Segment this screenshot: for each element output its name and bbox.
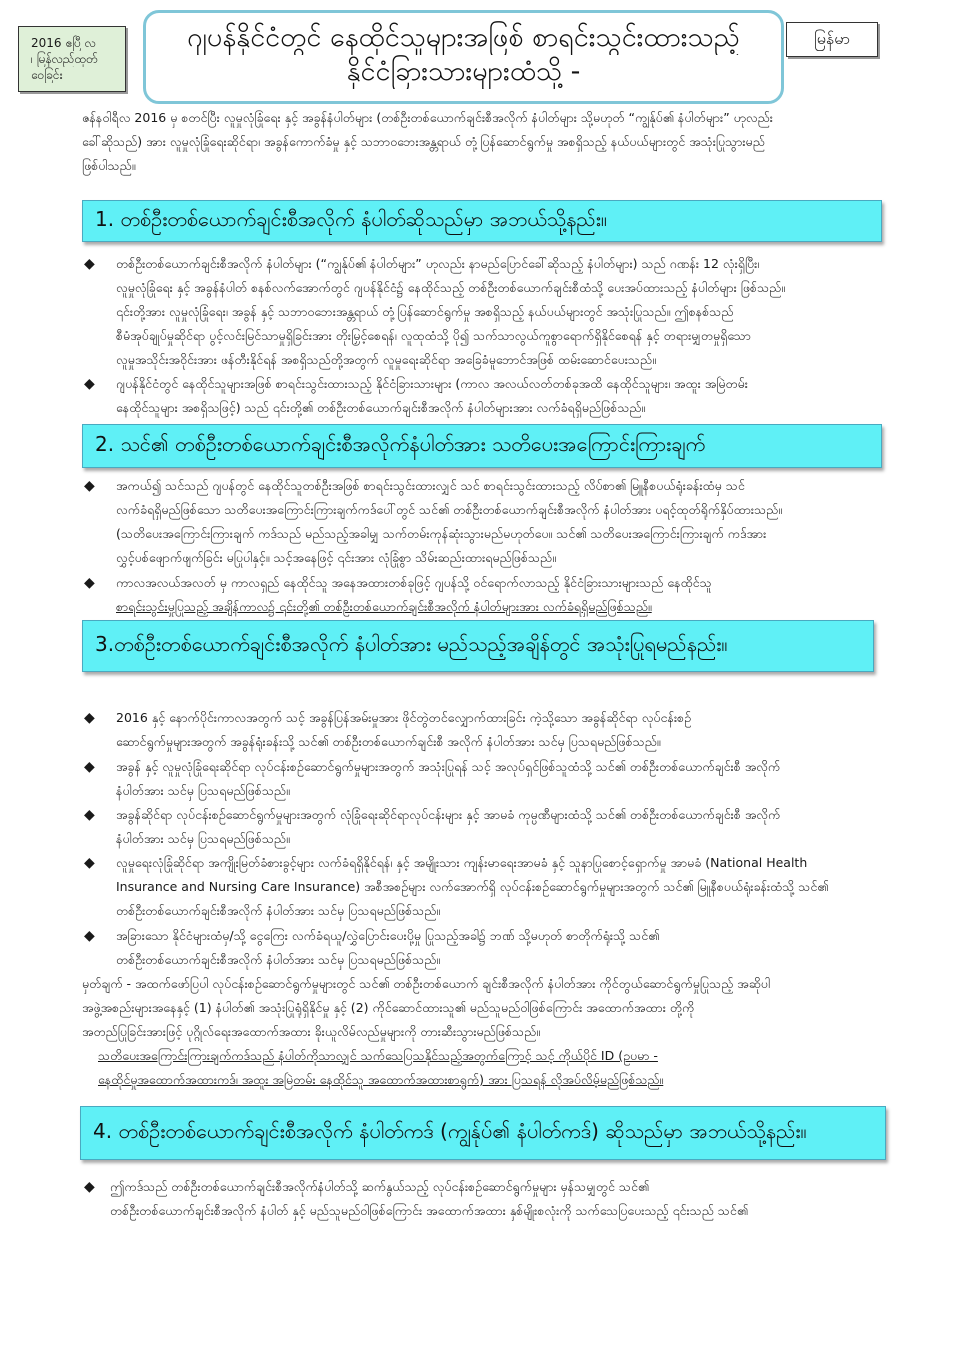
- bullet-line: လွှင့်ပစ်ဖျောက်ဖျက်ခြင်း မပြုပါနှင့်။ သင့်အနေဖြင့် ၎င်းအား လုံခြုံစွာ သိမ်းဆည်းထားရမည်ဖြစ်သည်။: [116, 550, 556, 565]
- bullet-line: ဆောင်ရွက်မှုများအတွက် အခွန်ရုံးခန်းသို့ သင်၏ တစ်ဦးတစ်ယောက်ချင်းစီ အလိုက် နံပါတ်အား သင်မှ ပြသရမည်ဖြစ်သည်။: [116, 734, 661, 749]
- bullet-diamond-icon: ◆: [84, 710, 95, 726]
- bullet-diamond-icon: ◆: [84, 855, 95, 871]
- bullet-item: [84, 372, 884, 420]
- bullet-line: နံပါတ်အား သင်မှ ပြသရမည်ဖြစ်သည်။: [116, 831, 290, 846]
- bullet-text: [110, 1175, 748, 1223]
- note-line: အတည်ပြုခြင်းအားဖြင့် ပုဂ္ဂိုလ်ရေးအထောက်အထား ခိုးယူလိမ်လည်မှုများကို တားဆီးသွားမည်ဖြစ်သည်။: [82, 1024, 540, 1039]
- bullet-diamond-icon: ◆: [84, 575, 95, 591]
- section-heading-4: 4. တစ်ဦးတစ်ယောက်ချင်းစီအလိုက် နံပါတ်ကဒ် (ကျွန်ုပ်၏ နံပါတ်ကဒ်) ဆိုသည်မှာ အဘယ်သို့နည်း။: [80, 1106, 886, 1160]
- date-line: 2016 ဧပြီ လ: [31, 36, 97, 50]
- bullet-line: တစ်ဦးတစ်ယောက်ချင်းစီအလိုက် နံပါတ် နှင့် မည်သူမည်ဝါဖြစ်ကြောင်း အထောက်အထား နှစ်မျိုးစလုံးကို သက်သေပြပေးသည့် ၎င်းသည် သင်၏: [110, 1203, 748, 1218]
- bullet-line: အခြားသော နိုင်ငံများထံမှ/သို့ ငွေကြေး လက်ခံရယူ/လွှဲပြောင်းပေးပို့မှု ပြုသည့်အခါ၌ ဘဏ် သို့မဟုတ် စာတိုက်ရုံးသို့ သင်၏: [116, 928, 660, 943]
- bullet-line: နေထိုင်သူများ အစရှိသဖြင့်) သည် ၎င်းတို့၏ တစ်ဦးတစ်ယောက်ချင်းစီအလိုက် နံပါတ်များအား လက်ခံရရှိမည်ဖြစ်သည်။: [116, 400, 646, 415]
- title-line: နိုင်ငံခြားသားများထံသို့ -: [346, 56, 581, 87]
- section-heading-2: 2. သင်၏ တစ်ဦးတစ်ယောက်ချင်းစီအလိုက်နံပါတ်အား သတိပေးအကြောင်းကြားချက်: [82, 424, 882, 468]
- page-title: [143, 10, 784, 104]
- date-line: ၊ မြန်လည်ထုတ်: [31, 52, 98, 66]
- bullet-line: လက်ခံရရှိမည်ဖြစ်သော သတိပေးအကြောင်းကြားချက်ကဒ်ပေါ်တွင် သင်၏ တစ်ဦးတစ်ယောက်ချင်းစီအလိုက် နံပါတ်အား ပရင့်ထုတ်ရိုက်နှိပ်ထားသည်။: [116, 502, 783, 517]
- bullet-text: [116, 803, 780, 851]
- bullet-item: [84, 1175, 884, 1223]
- bullet-line: လူမှုရေးလုံခြုံဆိုင်ရာ အကျိုးမြတ်ခံစားခွင့်များ လက်ခံရရှိနိုင်ရန်၊ နှင့် အမျိုးသား ကျန်းမာရေးအာမခံ နှင့် သူနာပြုစောင့်ရှောက်မှု အာမခံ (National Health: [116, 855, 808, 870]
- bullet-line: တစ်ဦးတစ်ယောက်ချင်းစီအလိုက် နံပါတ်များ (“ကျွန်ုပ်၏ နံပါတ်များ” ဟုလည်း နာမည်ပြောင်ခေါ်ဆိုသည့် နံပါတ်များ) သည် ဂဏန်း 12 လုံးရှိပြီး၊: [116, 256, 760, 271]
- section-heading-3: 3.တစ်ဦးတစ်ယောက်ချင်းစီအလိုက် နံပါတ်အား မည်သည့်အချိန်တွင် အသုံးပြုရမည်နည်း။: [82, 620, 874, 672]
- bullet-line: ၎င်းတို့အား လူမှုလုံခြုံရေး၊ အခွန် နှင့် သဘာဝဘေးအန္တရာယ် တုံ့ပြန်ဆောင်ရွက်မှု အစရှိသည့် နယ်ပယ်များတွင် အသုံးပြုသည်။ ဤစနစ်သည်: [116, 304, 734, 319]
- bullet-line: Insurance and Nursing Care Insurance) အစီအစဉ်များ လက်အောက်ရှိ လုပ်ငန်းစဉ်ဆောင်ရွက်မှုများအတွက် သင်၏ မြူနီစပယ်ရုံးခန်းထံသို့ သင်၏: [116, 879, 829, 894]
- language-label: မြန်မာ: [786, 22, 878, 57]
- bullet-text: [116, 851, 828, 923]
- bullet-line: စီမံအုပ်ချုပ်မှုဆိုင်ရာ ပွင့်လင်းမြင်သာမှုရှိခြင်းအား တိုးမြှင့်စေရန်၊ လူထုထံသို့ ပို၍ သက်သာလွယ်ကူစွာရောက်ရှိနိုင်စေရန် နှင့် တရားမျှတမှုရှိသော: [116, 328, 751, 343]
- bullet-diamond-icon: ◆: [84, 928, 95, 944]
- bullet-line: (သတိပေးအကြောင်းကြားချက် ကဒ်သည် မည်သည့်အခါမျှ သက်တမ်းကုန်ဆုံးသွားမည်မဟုတ်ပေ။ သင်၏ သတိပေးအကြောင်းကြားချက် ကဒ်အား: [116, 526, 767, 541]
- bullet-item: [84, 571, 884, 619]
- bullet-item: [84, 474, 884, 570]
- bullet-item: [84, 924, 884, 972]
- intro-line: ဖြစ်ပါသည်။: [82, 158, 136, 173]
- note-line: အဖွဲ့အစည်းများအနေနှင့် (1) နံပါတ်၏ အသုံးပြုရုံရှိနိုင်မှု နှင့် (2) ကိုင်ဆောင်ထားသူ၏ မည်သူမည်ဝါဖြစ်ကြောင်း အထောက်အထား တို့ကို: [82, 1000, 695, 1015]
- note-line: နေထိုင်မှုအထောက်အထားကဒ်၊ အထူး အမြဲတမ်း နေထိုင်သူ အထောက်အထားစာရွက်) အား ပြသရန် လိုအပ်လိမ့်မည်ဖြစ်သည်။: [98, 1072, 664, 1087]
- bullet-item: [84, 803, 884, 851]
- bullet-line: တစ်ဦးတစ်ယောက်ချင်းစီအလိုက် နံပါတ်အား သင်မှ ပြသရမည်ဖြစ်သည်။: [116, 952, 441, 967]
- id-requirement-note: [98, 1044, 888, 1092]
- title-line: ဂျပန်နိုင်ငံတွင် နေထိုင်သူများအဖြစ် စာရင်းသွင်းထားသည့်: [187, 22, 740, 53]
- bullet-item: [84, 755, 884, 803]
- bullet-diamond-icon: ◆: [84, 256, 95, 272]
- note-paragraph: [82, 972, 882, 1044]
- bullet-item: [84, 706, 884, 754]
- section-heading-1: 1. တစ်ဦးတစ်ယောက်ချင်းစီအလိုက် နံပါတ်ဆိုသည်မှာ အဘယ်သို့နည်း။: [82, 200, 882, 242]
- bullet-line: တစ်ဦးတစ်ယောက်ချင်းစီအလိုက် နံပါတ်အား သင်မှ ပြသရမည်ဖြစ်သည်။: [116, 903, 441, 918]
- bullet-text: [116, 474, 782, 570]
- bullet-line: 2016 နှင့် နောက်ပိုင်းကာလအတွက် သင့် အခွန်ပြန်အမ်းမှုအား ဖိုင်တွဲတင်လျှောက်ထားခြင်း ကဲ့သို့သော အခွန်ဆိုင်ရာ လုပ်ငန်းစဉ်: [116, 710, 692, 725]
- bullet-line: နံပါတ်အား သင်မှ ပြသရမည်ဖြစ်သည်။: [116, 783, 290, 798]
- bullet-line: လူမှုလုံခြုံရေး နှင့် အခွန်နံပါတ် စနစ်လက်အောက်တွင် ဂျပန်နိုင်ငံ၌ နေထိုင်သည့် တစ်ဦးတစ်ယောက်ချင်းစီထံသို့ ပေးအပ်ထားသည့် နံပါတ်များ ဖြစ်သည်။: [116, 280, 786, 295]
- bullet-item: [84, 252, 884, 372]
- bullet-diamond-icon: ◆: [84, 478, 95, 494]
- bullet-text: [116, 372, 748, 420]
- bullet-line: ကာလအလယ်အလတ် မှ ကာလရှည် နေထိုင်သူ အနေအထားတစ်ခုဖြင့် ဂျပန်သို့ ဝင်ရောက်လာသည့် နိုင်ငံခြားသားများသည် နေထိုင်သူ: [116, 575, 712, 590]
- bullet-line: အခွန် နှင့် လူမှုလုံခြုံရေးဆိုင်ရာ လုပ်ငန်းစဉ်ဆောင်ရွက်မှုများအတွက် အသုံးပြုရန် သင့် အလုပ်ရှင်ဖြစ်သူထံသို့ သင်၏ တစ်ဦးတစ်ယောက်ချင်းစီ အလိုက်: [116, 759, 781, 774]
- intro-line: ဇန်နဝါရီလ 2016 မှ စတင်ပြီး လူမှုလုံခြုံရေး နှင့် အခွန်နံပါတ်များ (တစ်ဦးတစ်ယောက်ချင်းစီအလိုက် နံပါတ်များ သို့မဟုတ် “ကျွန်ုပ်၏ နံပါတ်များ” ဟုလည်း: [82, 110, 773, 125]
- note-line: သတိပေးအကြောင်းကြားချက်ကဒ်သည် နံပါတ်ကိုသာလျှင် သက်သေပြသနိုင်သည့်အတွက်ကြောင့် သင့် ကိုယ်ပိုင် ID (ဥပမာ -: [98, 1048, 658, 1063]
- bullet-diamond-icon: ◆: [84, 376, 95, 392]
- bullet-text: [116, 706, 691, 754]
- bullet-diamond-icon: ◆: [84, 807, 95, 823]
- bullet-text: [116, 924, 659, 972]
- note-line: မှတ်ချက် - အထက်ဖော်ပြပါ လုပ်ငန်းစဉ်ဆောင်ရွက်မှုများတွင် သင်၏ တစ်ဦးတစ်ယောက် ချင်းစီအလိုက် နံပါတ်အား ကိုင်တွယ်ဆောင်ရွက်မှုပြုသည့် အဆိုပါ: [82, 976, 771, 991]
- bullet-line: အခွန်ဆိုင်ရာ လုပ်ငန်းစဉ်ဆောင်ရွက်မှုများအတွက် လုံခြုံရေးဆိုင်ရာလုပ်ငန်းများ နှင့် အာမခံ ကုမ္ပဏီများထံသို့ သင်၏ တစ်ဦးတစ်ယောက်ချင်းစီ အလိုက်: [116, 807, 781, 822]
- bullet-text: [116, 252, 785, 372]
- intro-paragraph: [82, 106, 882, 178]
- date-line: ဝေခြင်း: [31, 68, 63, 82]
- bullet-text: [116, 571, 712, 619]
- bullet-line: အကယ်၍ သင်သည် ဂျပန်တွင် နေထိုင်သူတစ်ဦးအဖြစ် စာရင်းသွင်းထားလျှင် သင် စာရင်းသွင်းထားသည့် လိပ်စာ၏ မြူနီစပယ်ရုံးခန်းထံမှ သင်: [116, 478, 745, 493]
- bullet-line: လူမှုအသိုင်းအဝိုင်းအား ဖန်တီးနိုင်ရန် အစရှိသည်တို့အတွက် လူမှုရေးဆိုင်ရာ အခြေခံမူဘောင်အဖြစ် ထမ်းဆောင်ပေးသည်။: [116, 352, 656, 367]
- intro-line: ခေါ်ဆိုသည်) အား လူမှုလုံခြုံရေးဆိုင်ရာ၊ အခွန်ကောက်ခံမှု နှင့် သဘာဝဘေးအန္တရာယ် တုံ့ပြန်ဆောင်ရွက်မှု အစရှိသည့် နယ်ပယ်များတွင် အသုံးပြုသွားမည်: [82, 134, 765, 149]
- bullet-line: ဂျပန်နိုင်ငံတွင် နေထိုင်သူများအဖြစ် စာရင်းသွင်းထားသည့် နိုင်ငံခြားသားများ (ကာလ အလယ်လတ်တစ်ခုအထိ နေထိုင်သူများ၊ အထူး အမြဲတမ်း: [116, 376, 748, 391]
- bullet-diamond-icon: ◆: [84, 759, 95, 775]
- bullet-diamond-icon: ◆: [84, 1179, 95, 1195]
- bullet-item: [84, 851, 884, 923]
- date-box: [18, 26, 126, 92]
- bullet-line: ဤကဒ်သည် တစ်ဦးတစ်ယောက်ချင်းစီအလိုက်နံပါတ်သို့ ဆက်နွယ်သည့် လုပ်ငန်းစဉ်ဆောင်ရွက်မှုများ မှန်သမျှတွင် သင်၏: [110, 1179, 650, 1194]
- bullet-line: စာရင်းသွင်းမှုပြုသည့် အချိန်ကာလ၌ ၎င်းတို့၏ တစ်ဦးတစ်ယောက်ချင်းစီအလိုက် နံပါတ်များအား လက်ခံရရှိမည်ဖြစ်သည်။: [116, 599, 652, 614]
- bullet-text: [116, 755, 780, 803]
